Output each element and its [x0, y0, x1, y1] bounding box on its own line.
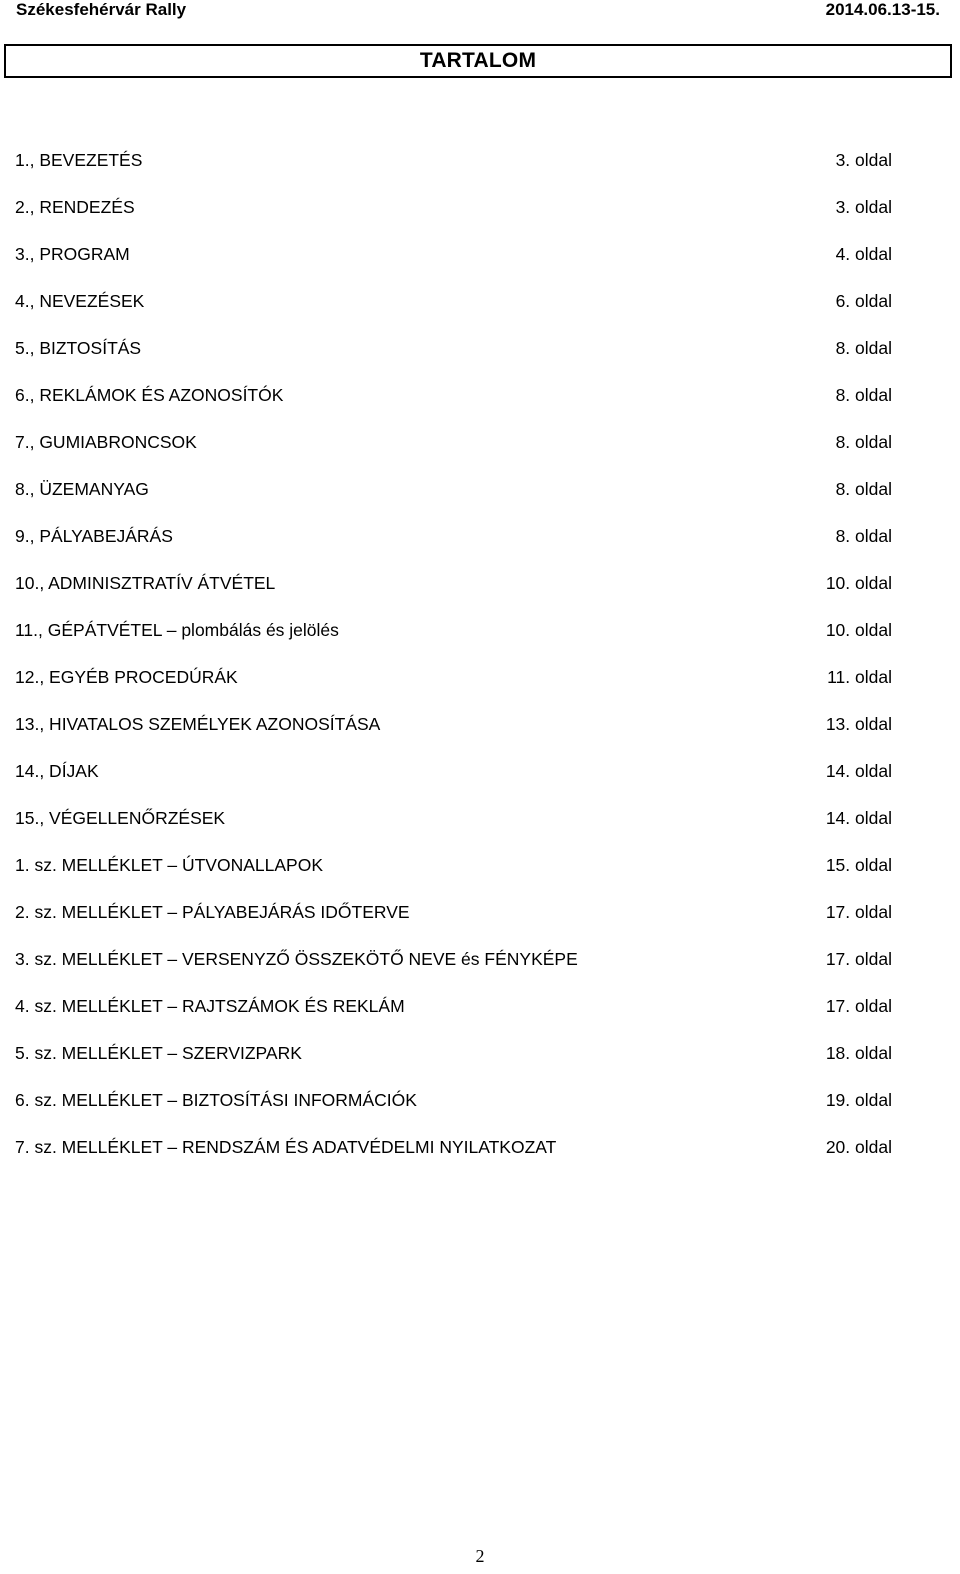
toc-entry-label: 2., RENDEZÉS [15, 197, 135, 217]
toc-entry-page: 8. oldal [835, 385, 892, 405]
toc-entry-label: 6., REKLÁMOK ÉS AZONOSÍTÓK [15, 385, 284, 405]
toc-entry-page: 13. oldal [825, 714, 892, 734]
toc-entry-label: 12., EGYÉB PROCEDÚRÁK [15, 667, 238, 687]
page-header [0, 0, 960, 22]
toc-entry-label: 2. sz. MELLÉKLET – PÁLYABEJÁRÁS IDŐTERVE [15, 902, 410, 922]
toc-entry[interactable] [0, 333, 960, 380]
toc-entry-label: 3. sz. MELLÉKLET – VERSENYZŐ ÖSSZEKÖTŐ NEVE és FÉNYKÉPE [15, 949, 578, 969]
event-title: Székesfehérvár Rally [16, 0, 187, 19]
toc-entry-page: 8. oldal [835, 526, 892, 546]
toc-entry-page: 17. oldal [825, 902, 892, 922]
toc-title: TARTALOM [419, 49, 537, 72]
event-date: 2014.06.13-15. [825, 0, 940, 19]
toc-entry-label: 9., PÁLYABEJÁRÁS [15, 526, 173, 546]
toc-entry-label: 1., BEVEZETÉS [15, 150, 143, 170]
toc-entry-page: 8. oldal [835, 338, 892, 358]
toc-entry-page: 20. oldal [825, 1137, 892, 1157]
toc-entry-label: 5. sz. MELLÉKLET – SZERVIZPARK [15, 1043, 302, 1063]
toc-entry[interactable] [0, 1132, 960, 1179]
toc-entry-page: 18. oldal [825, 1043, 892, 1063]
toc-title-box [4, 44, 952, 78]
toc-entry-label: 14., DÍJAK [15, 761, 99, 781]
toc-entry-page: 6. oldal [835, 291, 892, 311]
toc-entry-label: 6. sz. MELLÉKLET – BIZTOSÍTÁSI INFORMÁCIÓK [15, 1090, 417, 1110]
toc-entry[interactable] [0, 521, 960, 568]
toc-entry[interactable] [0, 944, 960, 991]
toc-entry[interactable] [0, 1038, 960, 1085]
toc-entry[interactable] [0, 380, 960, 427]
toc-entry[interactable] [0, 286, 960, 333]
toc-entry-page: 10. oldal [825, 573, 892, 593]
toc-entry[interactable] [0, 427, 960, 474]
toc-entry-label: 3., PROGRAM [15, 244, 130, 264]
toc-entry[interactable] [0, 709, 960, 756]
toc-entry-page: 15. oldal [825, 855, 892, 875]
toc-entry-page: 8. oldal [835, 432, 892, 452]
page-number: 2 [475, 1546, 485, 1566]
toc-entry[interactable] [0, 145, 960, 192]
toc-entry-label: 7. sz. MELLÉKLET – RENDSZÁM ÉS ADATVÉDELMI NYILATKOZAT [15, 1137, 557, 1157]
toc-entry[interactable] [0, 756, 960, 803]
toc-entry[interactable] [0, 474, 960, 521]
toc-entry-label: 5., BIZTOSÍTÁS [15, 338, 142, 358]
toc-entry-page: 17. oldal [825, 949, 892, 969]
toc-entry-page: 11. oldal [827, 667, 892, 687]
toc-entry[interactable] [0, 897, 960, 944]
toc-entry-page: 3. oldal [835, 197, 892, 217]
toc-entry[interactable] [0, 803, 960, 850]
table-of-contents [0, 145, 960, 1179]
toc-entry[interactable] [0, 850, 960, 897]
toc-entry[interactable] [0, 991, 960, 1038]
toc-entry-page: 14. oldal [825, 808, 892, 828]
toc-entry[interactable] [0, 568, 960, 615]
toc-entry-page: 4. oldal [835, 244, 892, 264]
toc-entry-label: 15., VÉGELLENŐRZÉSEK [15, 808, 226, 828]
toc-entry-label: 11., GÉPÁTVÉTEL – plombálás és jelölés [15, 620, 339, 640]
toc-entry-label: 13., HIVATALOS SZEMÉLYEK AZONOSÍTÁSA [15, 714, 381, 734]
toc-entry-page: 10. oldal [825, 620, 892, 640]
toc-entry[interactable] [0, 1085, 960, 1132]
toc-entry-label: 4. sz. MELLÉKLET – RAJTSZÁMOK ÉS REKLÁM [15, 996, 405, 1016]
toc-entry[interactable] [0, 239, 960, 286]
toc-entry[interactable] [0, 192, 960, 239]
toc-entry-page: 8. oldal [835, 479, 892, 499]
toc-entry[interactable] [0, 615, 960, 662]
toc-entry-page: 19. oldal [825, 1090, 892, 1110]
toc-entry-label: 4., NEVEZÉSEK [15, 291, 145, 311]
toc-entry-label: 1. sz. MELLÉKLET – ÚTVONALLAPOK [15, 855, 323, 875]
toc-entry-page: 17. oldal [825, 996, 892, 1016]
toc-entry-label: 8., ÜZEMANYAG [15, 479, 149, 499]
toc-entry-page: 3. oldal [835, 150, 892, 170]
toc-entry-label: 7., GUMIABRONCSOK [15, 432, 197, 452]
toc-entry-page: 14. oldal [825, 761, 892, 781]
toc-entry[interactable] [0, 662, 960, 709]
toc-entry-label: 10., ADMINISZTRATÍV ÁTVÉTEL [15, 573, 276, 593]
